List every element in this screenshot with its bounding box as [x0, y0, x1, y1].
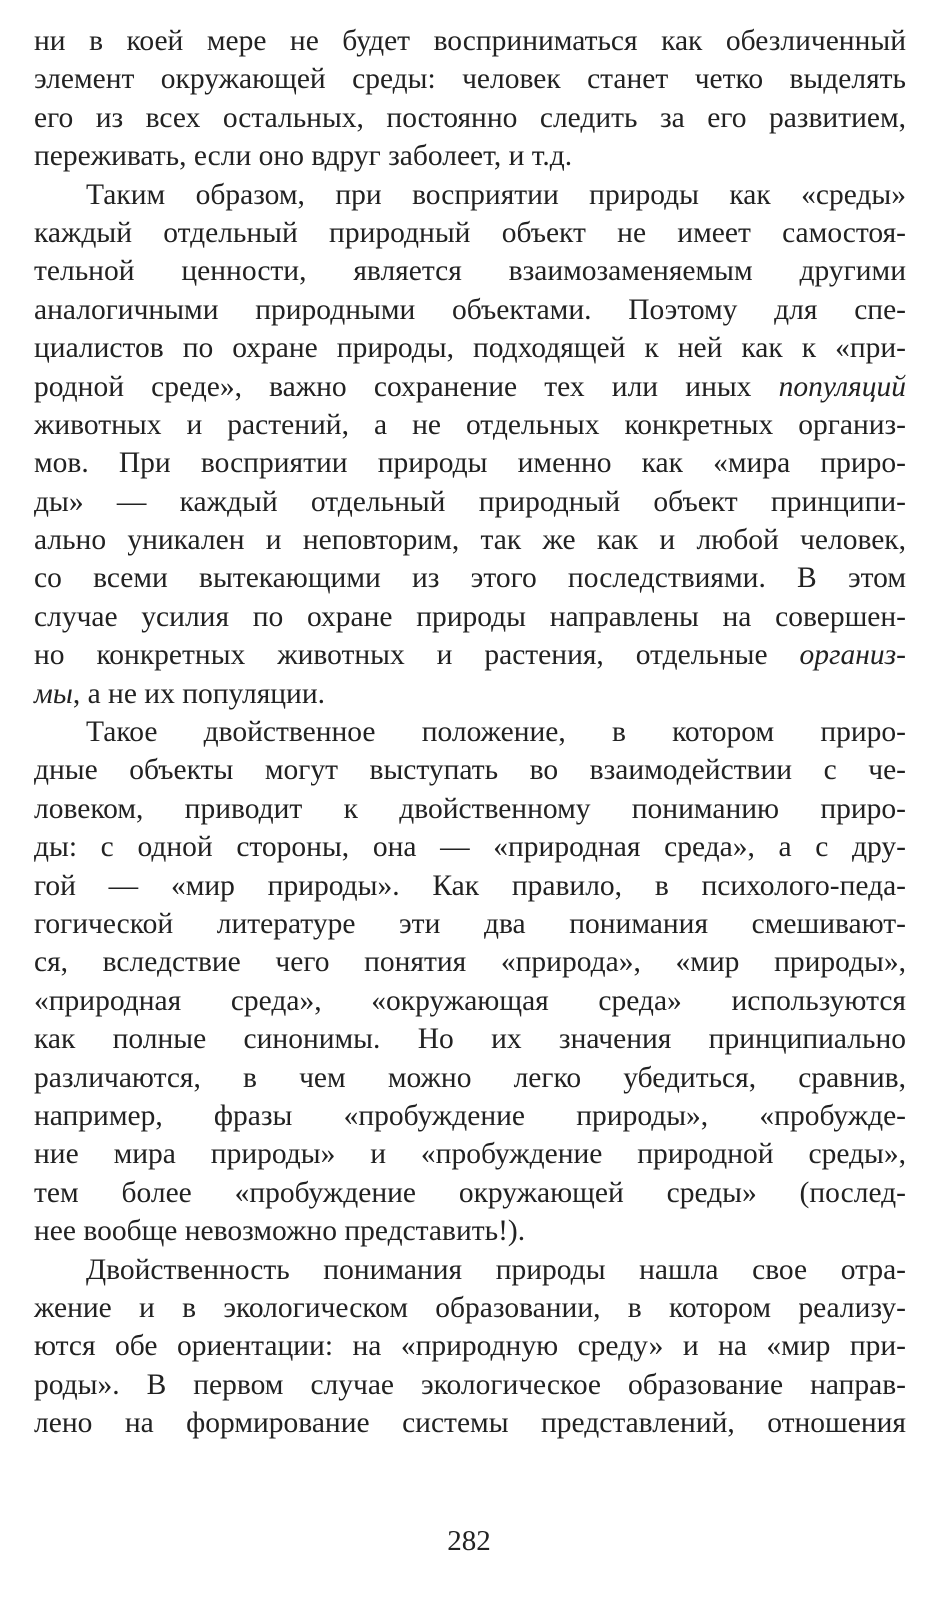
- text-line: его из всех остальных, постоянно следить за его развитием,: [34, 101, 906, 134]
- text-line: жение и в экологическом образовании, в котором реализу-: [34, 1291, 906, 1324]
- text-line: случае усилия по охране природы направлены на совершен-: [34, 600, 906, 633]
- text-line: ловеком, приводит к двойственному пониманию приро-: [34, 792, 906, 825]
- text-line: мов. При восприятии природы именно как «мира приро-: [34, 447, 906, 480]
- paragraph: [34, 176, 906, 713]
- text-line: ды» — каждый отдельный природный объект принципи-: [34, 485, 906, 518]
- text-line: нее вообще невозможно представить!).: [34, 1215, 526, 1248]
- text-line: тем более «пробуждение окружающей среды» (послед-: [34, 1176, 906, 1209]
- italic-term: мы: [34, 677, 73, 710]
- text-line: каждый отдельный природный объект не имеет самостоя-: [34, 216, 906, 249]
- text-line: аналогичными природными объектами. Поэтому для спе-: [34, 293, 906, 326]
- text-line: гогической литературе эти два понимания смешивают-: [34, 907, 906, 940]
- text-span: , а не их популяции.: [72, 677, 326, 710]
- paragraph: [34, 22, 906, 176]
- text-line: Такое двойственное положение, в котором приро-: [86, 716, 906, 749]
- text-line: Двойственность понимания природы нашла свое отра-: [86, 1253, 906, 1286]
- text-line: как полные синонимы. Но их значения принципиально: [34, 1023, 906, 1056]
- text-line: ние мира природы» и «пробуждение природной среды»,: [34, 1138, 906, 1171]
- text-line: животных и растений, а не отдельных конкретных организ-: [34, 408, 906, 441]
- text-line: [34, 675, 906, 713]
- text-line: со всеми вытекающими из этого последствиями. В этом: [34, 562, 906, 595]
- italic-term: популяций: [778, 370, 906, 403]
- text-line: различаются, в чем можно легко убедиться, сравнив,: [34, 1061, 906, 1094]
- text-line: например, фразы «пробуждение природы», «пробужде-: [34, 1099, 906, 1132]
- text-line: [34, 368, 906, 406]
- text-line: тельной ценности, является взаимозаменяемым другими: [34, 255, 906, 288]
- text-line: ются обе ориентации: на «природную среду» и на «мир при-: [34, 1330, 906, 1363]
- text-line: Таким образом, при восприятии природы как «среды»: [86, 178, 906, 211]
- text-line: ально уникален и неповторим, так же как и любой человек,: [34, 524, 906, 557]
- text-line: ды: с одной стороны, она — «природная среда», а с дру-: [34, 831, 906, 864]
- text-span: но конкретных животных и растения, отдельные: [34, 639, 800, 672]
- paragraph: [34, 713, 906, 1250]
- text-line: роды». В первом случае экологическое образование направ-: [34, 1368, 906, 1401]
- text-line: лено на формирование системы представлений, отношения: [34, 1407, 906, 1440]
- text-line: дные объекты могут выступать во взаимодействии с че-: [34, 754, 906, 787]
- text-line: элемент окружающей среды: человек станет четко выделять: [34, 63, 906, 96]
- text-span: родной среде», важно сохранение тех или иных: [34, 370, 779, 403]
- paragraph: [34, 1251, 906, 1443]
- text-line: [34, 636, 906, 674]
- text-line: переживать, если оно вдруг заболеет, и т.д.: [34, 140, 573, 173]
- text-line: ни в коей мере не будет восприниматься как обезличенный: [34, 25, 906, 57]
- text-line: гой — «мир природы». Как правило, в психолого-педа-: [34, 869, 906, 902]
- text-line: циалистов по охране природы, подходящей к ней как к «при-: [34, 332, 906, 365]
- body-text: [34, 22, 906, 1442]
- italic-term: организ-: [799, 639, 906, 672]
- text-line: «природная среда», «окружающая среда» используются: [34, 984, 906, 1017]
- text-line: ся, вследствие чего понятия «природа», «мир природы»,: [34, 946, 906, 979]
- page-number: 282: [447, 1525, 491, 1557]
